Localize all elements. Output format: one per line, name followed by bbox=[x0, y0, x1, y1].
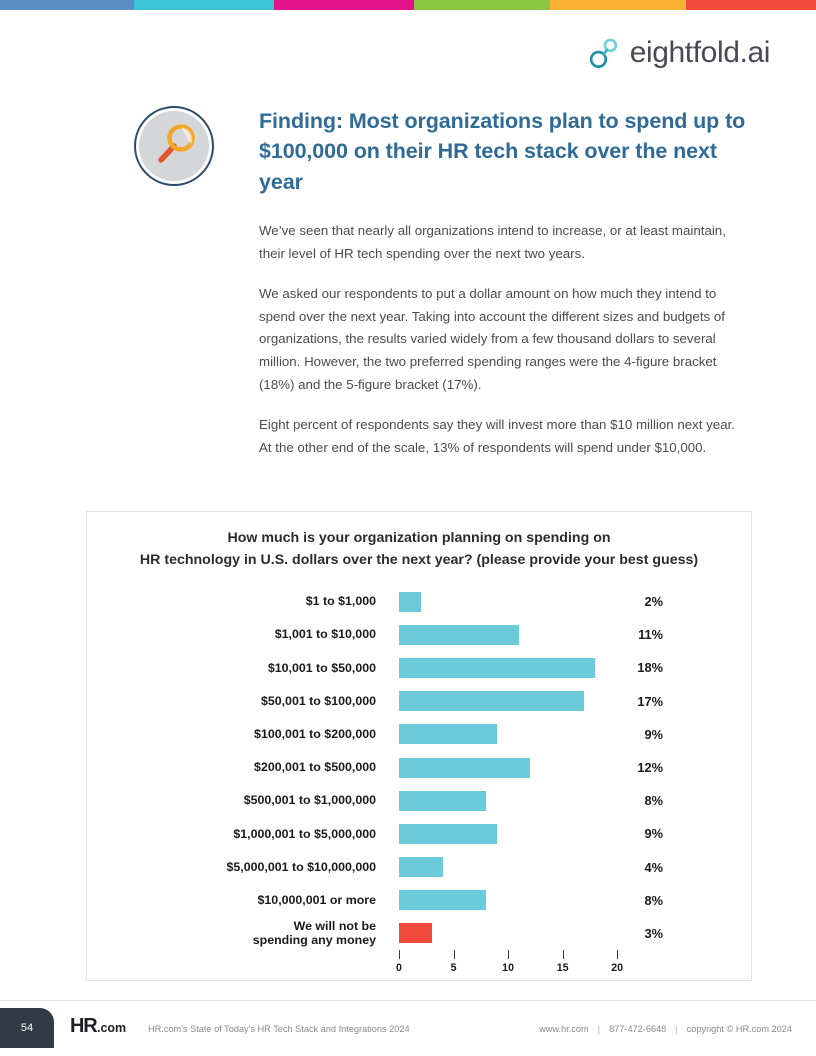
chart-row-label: $1,000,001 to $5,000,000 bbox=[233, 826, 376, 841]
chart-bar bbox=[399, 758, 530, 778]
chart-row bbox=[87, 884, 751, 917]
chart-row-value: 9% bbox=[644, 726, 663, 742]
page-title: Finding: Most organizations plan to spend up to $100,000 on their HR tech stack over the next year bbox=[259, 109, 746, 194]
finding-block bbox=[134, 106, 754, 197]
page-number-badge: 54 bbox=[0, 1008, 54, 1048]
chart-row bbox=[87, 917, 751, 950]
chart-row-label: $10,000,001 or more bbox=[257, 892, 376, 907]
chart-row bbox=[87, 585, 751, 618]
chart-card bbox=[86, 511, 752, 981]
chart-row-label: $5,000,001 to $10,000,000 bbox=[226, 859, 376, 874]
chart-bar bbox=[399, 857, 443, 877]
chart-bar bbox=[399, 691, 584, 711]
body-copy bbox=[259, 220, 739, 460]
hrcom-logo bbox=[70, 1016, 126, 1036]
footer-report-name: HR.com's State of Today's HR Tech Stack and Integrations 2024 bbox=[148, 1024, 410, 1034]
chart-row bbox=[87, 685, 751, 718]
top-bar-segment-blue bbox=[0, 0, 134, 10]
axis-tick bbox=[508, 950, 509, 959]
top-bar-segment-teal bbox=[134, 0, 274, 10]
chart-row bbox=[87, 618, 751, 651]
axis-tick-label: 15 bbox=[556, 962, 569, 975]
chart-row-label: $50,001 to $100,000 bbox=[260, 693, 376, 708]
axis-tick bbox=[399, 950, 400, 959]
chart-row-label: $10,001 to $50,000 bbox=[267, 660, 376, 675]
chart-row bbox=[87, 718, 751, 751]
paragraph-2: We asked our respondents to put a dollar amount on how much they intend to spend over the next year. Taking into account the different sizes and budgets of organizations, the results varied widely from a few thousand dollars to several million. However, the two preferred spending ranges were the 4-figure bracket (18%) and the 5-figure bracket (17%). bbox=[259, 285, 725, 393]
axis-tick-label: 0 bbox=[396, 962, 402, 975]
top-color-bar bbox=[0, 0, 816, 10]
top-bar-segment-red bbox=[686, 0, 816, 10]
chart-row bbox=[87, 851, 751, 884]
chart-bar bbox=[399, 890, 486, 910]
paragraph-1: We’ve seen that nearly all organizations intend to increase, or at least maintain, their level of HR tech spending over the next two years. bbox=[259, 223, 726, 261]
chart-row-label: $1 to $1,000 bbox=[305, 594, 376, 609]
chart-row-value: 3% bbox=[644, 925, 663, 941]
chart-title bbox=[87, 527, 751, 571]
chart-row-value: 8% bbox=[644, 793, 663, 809]
top-bar-segment-magenta bbox=[274, 0, 414, 10]
footer-contact bbox=[539, 1024, 792, 1034]
axis-tick-label: 5 bbox=[450, 962, 457, 975]
top-bar-segment-yellow bbox=[550, 0, 686, 10]
footer-copyright: copyright © HR.com 2024 bbox=[686, 1024, 792, 1034]
footer-separator-1: | bbox=[597, 1024, 601, 1034]
chart-row-value: 4% bbox=[644, 859, 663, 875]
chart-bar bbox=[399, 592, 421, 612]
chart-row-label: $1,001 to $10,000 bbox=[274, 627, 376, 642]
chart-row-value: 11% bbox=[638, 627, 663, 643]
top-bar-segment-green bbox=[414, 0, 550, 10]
chart-bar bbox=[399, 824, 497, 844]
axis-tick bbox=[454, 950, 455, 959]
chart-row-value: 17% bbox=[637, 693, 663, 709]
footer-separator-2: | bbox=[675, 1024, 678, 1034]
magnifying-glass-icon bbox=[134, 106, 214, 186]
footer-phone: 877-472-6648 bbox=[609, 1024, 667, 1034]
chart-bar bbox=[399, 724, 497, 744]
chart-row-value: 18% bbox=[637, 660, 663, 676]
chart-bar bbox=[399, 625, 519, 645]
axis-tick-label: 10 bbox=[502, 962, 514, 975]
chart-title-line-1: How much is your organization planning on spending on bbox=[227, 530, 611, 546]
chart-row bbox=[87, 817, 751, 850]
chart-bar bbox=[399, 658, 595, 678]
chart-row-label: We will not be spending any money bbox=[252, 918, 376, 948]
axis-tick bbox=[617, 950, 618, 959]
chart-row-value: 9% bbox=[644, 826, 663, 842]
brand-name: eightfold.ai bbox=[629, 36, 770, 69]
axis-tick-label: 20 bbox=[611, 962, 624, 975]
chart-title-line-2: HR technology in U.S. dollars over the next year? (please provide your best guess) bbox=[139, 552, 699, 568]
chart-x-axis bbox=[396, 950, 639, 982]
eightfold-infinity-icon bbox=[587, 36, 621, 70]
chart-row-label: $500,001 to $1,000,000 bbox=[243, 793, 376, 808]
chart-row-value: 12% bbox=[637, 760, 663, 776]
chart-row bbox=[87, 651, 751, 684]
chart-row bbox=[87, 751, 751, 784]
footer-divider bbox=[0, 1000, 816, 1001]
hrcom-logo-hr: HR bbox=[70, 1015, 97, 1037]
brand-logo bbox=[587, 36, 770, 70]
chart-bar bbox=[399, 791, 486, 811]
chart-row-label: $100,001 to $200,000 bbox=[254, 727, 376, 742]
axis-tick bbox=[563, 950, 564, 959]
chart-row-value: 8% bbox=[644, 892, 663, 908]
chart-bar bbox=[399, 923, 432, 943]
chart-row bbox=[87, 784, 751, 817]
hrcom-logo-dotcom: .com bbox=[97, 1021, 127, 1035]
chart-row-value: 2% bbox=[644, 594, 663, 610]
chart-row-label: $200,001 to $500,000 bbox=[254, 760, 376, 775]
page-footer bbox=[0, 1000, 816, 1056]
chart-plot-area bbox=[87, 585, 751, 975]
footer-website[interactable]: www.hr.com bbox=[539, 1024, 589, 1034]
paragraph-3: Eight percent of respondents say they will invest more than $10 million next year. At the other end of the scale, 13% of respondents will spend under $10,000. bbox=[259, 417, 735, 455]
